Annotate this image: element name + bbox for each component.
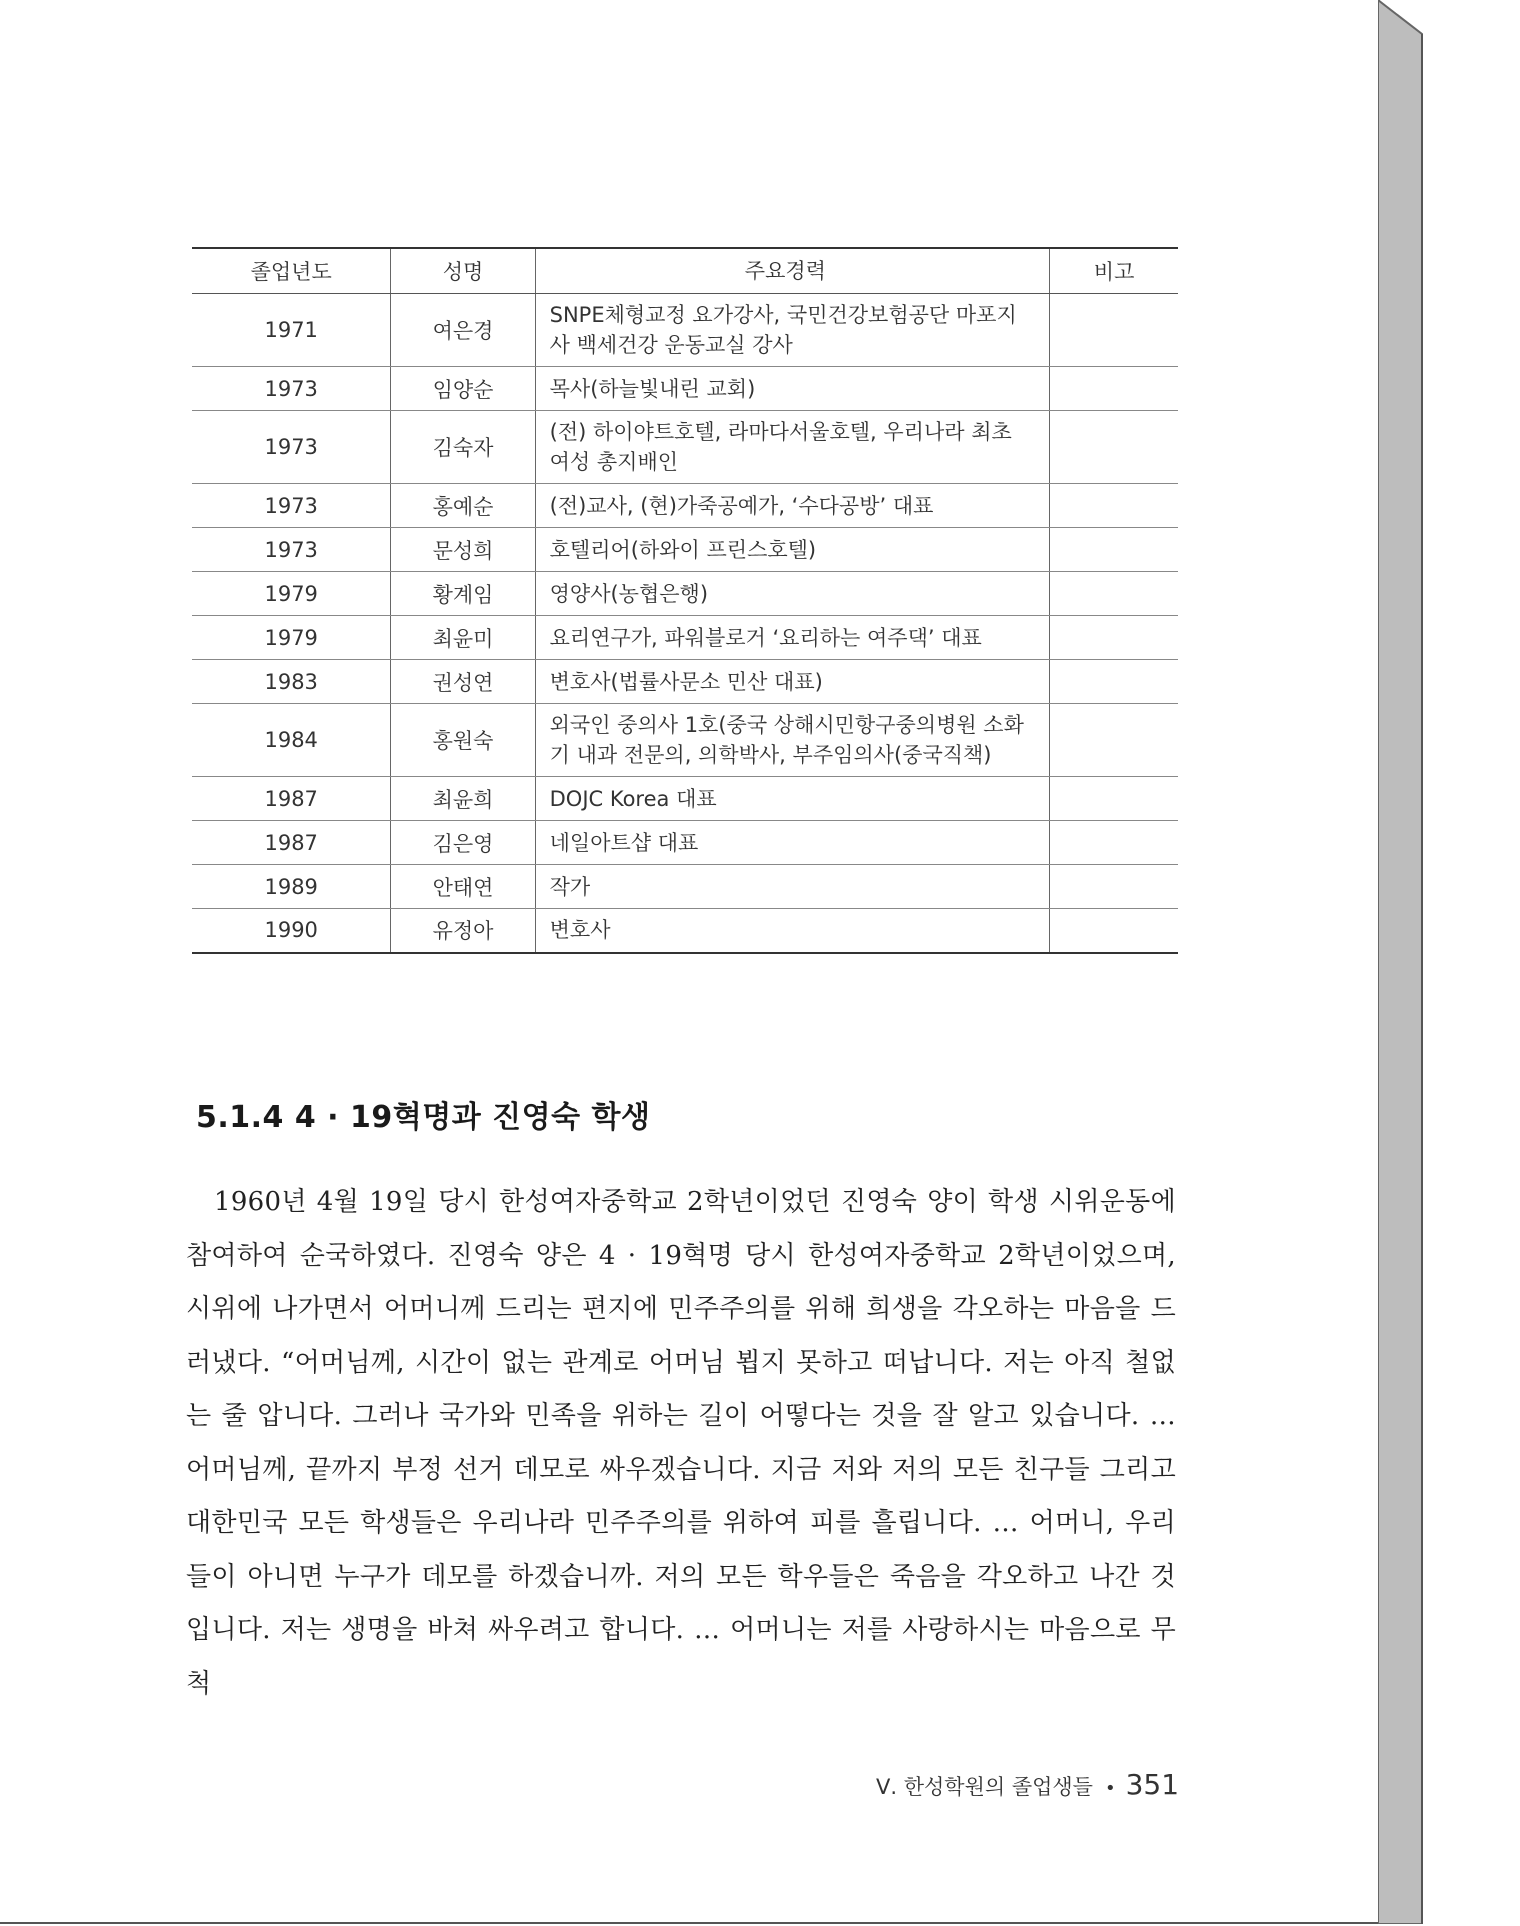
header-name: 성명 bbox=[391, 248, 535, 294]
page-stack-edge bbox=[1378, 0, 1498, 1924]
cell-name: 홍원숙 bbox=[391, 704, 535, 777]
cell-note bbox=[1050, 572, 1178, 616]
cell-year: 1990 bbox=[192, 909, 391, 953]
header-year: 졸업년도 bbox=[192, 248, 391, 294]
graduates-table bbox=[192, 247, 1178, 954]
cell-name: 홍예순 bbox=[391, 484, 535, 528]
table-row bbox=[192, 616, 1178, 660]
header-career: 주요경력 bbox=[535, 248, 1050, 294]
cell-year: 1987 bbox=[192, 821, 391, 865]
cell-note bbox=[1050, 660, 1178, 704]
table-row bbox=[192, 411, 1178, 484]
running-footer bbox=[876, 1768, 1179, 1801]
cell-year: 1987 bbox=[192, 777, 391, 821]
header-note: 비고 bbox=[1050, 248, 1178, 294]
cell-career: 네일아트샵 대표 bbox=[535, 821, 1050, 865]
cell-note bbox=[1050, 367, 1178, 411]
cell-year: 1973 bbox=[192, 367, 391, 411]
cell-career: (전)교사, (현)가죽공예가, ‘수다공방’ 대표 bbox=[535, 484, 1050, 528]
cell-career: DOJC Korea 대표 bbox=[535, 777, 1050, 821]
cell-year: 1973 bbox=[192, 484, 391, 528]
cell-name: 문성희 bbox=[391, 528, 535, 572]
cell-career: SNPE체형교정 요가강사, 국민건강보험공단 마포지사 백세건강 운동교실 강사 bbox=[535, 294, 1050, 367]
cell-name: 김숙자 bbox=[391, 411, 535, 484]
cell-career: 작가 bbox=[535, 865, 1050, 909]
footer-chapter-title: Ⅴ. 한성학원의 졸업생들 bbox=[876, 1775, 1093, 1799]
cell-career: 외국인 중의사 1호(중국 상해시민항구중의병원 소화기 내과 전문의, 의학박사, 부주임의사(중국직책) bbox=[535, 704, 1050, 777]
cell-name: 임양순 bbox=[391, 367, 535, 411]
cell-note bbox=[1050, 777, 1178, 821]
page-edge-shape bbox=[1378, 0, 1498, 1924]
body-paragraph: 1960년 4월 19일 당시 한성여자중학교 2학년이었던 진영숙 양이 학생 시위운동에 참여하여 순국하였다. 진영숙 양은 4 · 19혁명 당시 한성여자중학교 2학년이었으며, 시위에 나가면서 어머니께 드리는 편지에 민주주의를 위해 희생을 각오하는 마음을 드러냈다. “어머님께, 시간이 없는 관계로 어머님 뵙지 못하고 떠납니다. 저는 아직 철없는 줄 압니다. 그러나 국가와 민족을 위하는 길이 어떻다는 것을 잘 알고 있습니다. … 어머님께, 끝까지 부정 선거 데모로 싸우겠습니다. 지금 저와 저의 모든 친구들 그리고 대한민국 모든 학생들은 우리나라 민주주의를 위하여 피를 흘립니다. … 어머니, 우리들이 아니면 누구가 데모를 하겠습니까. 저의 모든 학우들은 죽음을 각오하고 나간 것입니다. 저는 생명을 바쳐 싸우려고 합니다. … 어머니는 저를 사랑하시는 마음으로 무척 bbox=[186, 1187, 1176, 1699]
cell-career: 호텔리어(하와이 프린스호텔) bbox=[535, 528, 1050, 572]
cell-name: 여은경 bbox=[391, 294, 535, 367]
cell-note bbox=[1050, 616, 1178, 660]
cell-name: 최윤미 bbox=[391, 616, 535, 660]
table-row bbox=[192, 660, 1178, 704]
cell-name: 김은영 bbox=[391, 821, 535, 865]
cell-year: 1983 bbox=[192, 660, 391, 704]
table-row bbox=[192, 865, 1178, 909]
cell-year: 1971 bbox=[192, 294, 391, 367]
cell-name: 최윤희 bbox=[391, 777, 535, 821]
cell-career: 요리연구가, 파워블로거 ‘요리하는 여주댁’ 대표 bbox=[535, 616, 1050, 660]
cell-name: 황계임 bbox=[391, 572, 535, 616]
cell-year: 1979 bbox=[192, 616, 391, 660]
table-row bbox=[192, 704, 1178, 777]
table-row bbox=[192, 909, 1178, 953]
section-heading: 5.1.4 4 · 19혁명과 진영숙 학생 bbox=[196, 1100, 651, 1135]
cell-note bbox=[1050, 528, 1178, 572]
cell-year: 1973 bbox=[192, 528, 391, 572]
cell-year: 1989 bbox=[192, 865, 391, 909]
cell-career: 변호사 bbox=[535, 909, 1050, 953]
cell-career: 목사(하늘빛내린 교회) bbox=[535, 367, 1050, 411]
cell-note bbox=[1050, 865, 1178, 909]
cell-note bbox=[1050, 704, 1178, 777]
table-header-row bbox=[192, 248, 1178, 294]
table-row bbox=[192, 777, 1178, 821]
cell-note bbox=[1050, 411, 1178, 484]
cell-career: (전) 하이야트호텔, 라마다서울호텔, 우리나라 최초 여성 총지배인 bbox=[535, 411, 1050, 484]
table-row bbox=[192, 528, 1178, 572]
cell-note bbox=[1050, 821, 1178, 865]
table-row bbox=[192, 484, 1178, 528]
cell-name: 안태연 bbox=[391, 865, 535, 909]
footer-bullet: • bbox=[1104, 1778, 1116, 1799]
table-row bbox=[192, 572, 1178, 616]
cell-career: 영양사(농협은행) bbox=[535, 572, 1050, 616]
table-row bbox=[192, 367, 1178, 411]
cell-career: 변호사(법률사문소 민산 대표) bbox=[535, 660, 1050, 704]
page-number: 351 bbox=[1125, 1768, 1180, 1801]
cell-year: 1984 bbox=[192, 704, 391, 777]
cell-note bbox=[1050, 484, 1178, 528]
cell-year: 1979 bbox=[192, 572, 391, 616]
cell-name: 권성연 bbox=[391, 660, 535, 704]
table-row bbox=[192, 294, 1178, 367]
cell-name: 유정아 bbox=[391, 909, 535, 953]
table-row bbox=[192, 821, 1178, 865]
cell-year: 1973 bbox=[192, 411, 391, 484]
cell-note bbox=[1050, 909, 1178, 953]
cell-note bbox=[1050, 294, 1178, 367]
